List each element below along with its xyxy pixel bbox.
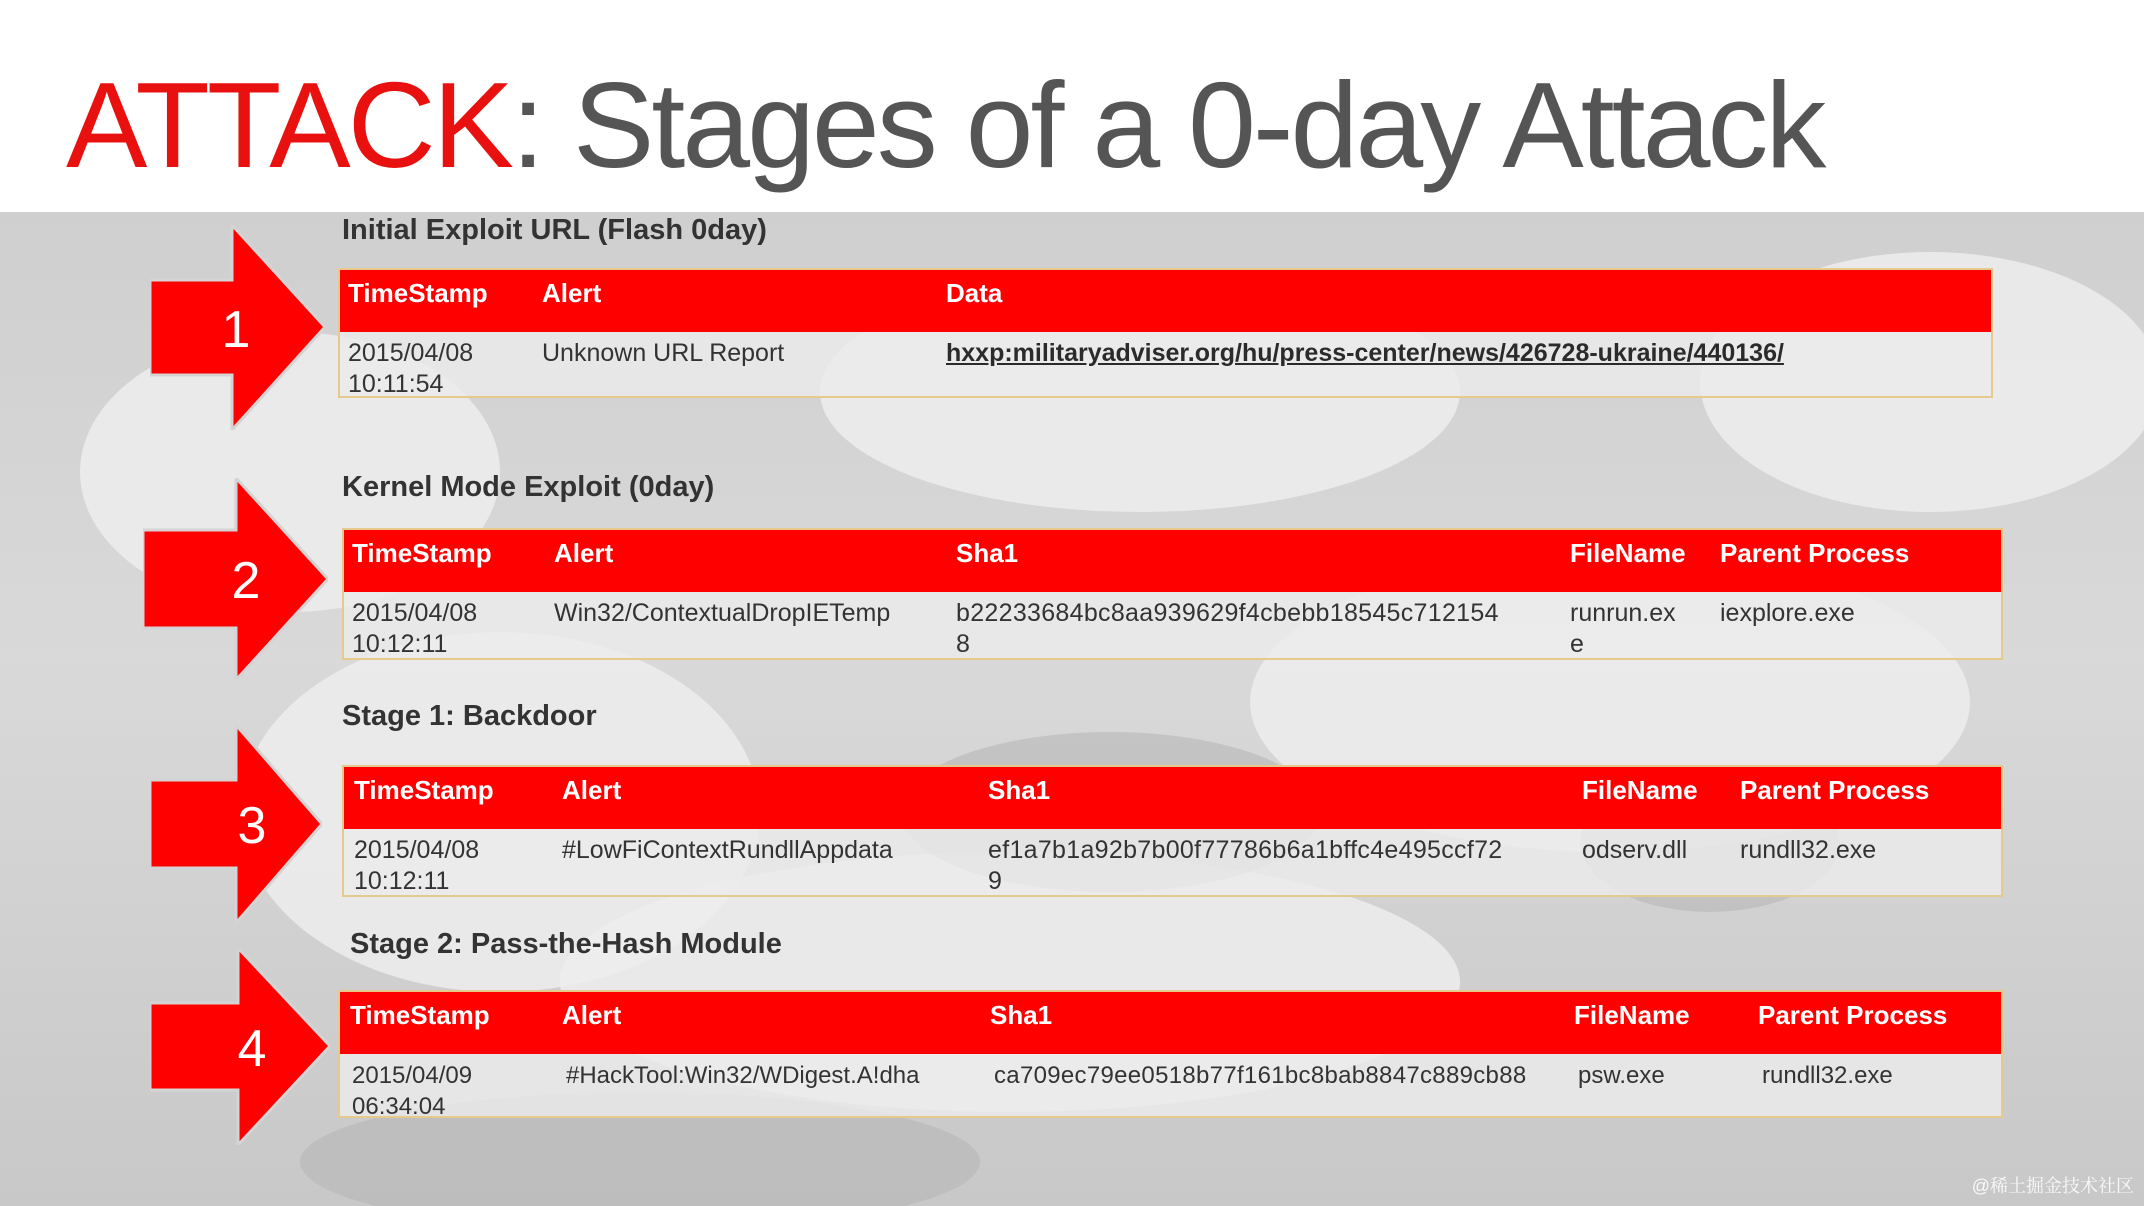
- cell-sha1: ca709ec79ee0518b77f161bc8bab8847c889cb88: [994, 1062, 1527, 1089]
- cell-timestamp: 2015/04/08 10:12:11: [352, 599, 478, 658]
- cell-alert: #LowFiContextRundllAppdata: [562, 836, 893, 864]
- cell-data-url[interactable]: hxxp:militaryadviser.org/hu/press-center/news/426728-ukraine/440136/: [946, 339, 1784, 367]
- stage-4-arrow: [150, 948, 330, 1145]
- col-sha1: Sha1: [988, 775, 1051, 805]
- cell-alert: Win32/ContextualDropIETemp: [554, 599, 891, 627]
- col-parent-process: Parent Process: [1720, 538, 1910, 568]
- cell-sha1: b22233684bc8aa939629f4cbebb18545c712154 8: [956, 599, 1499, 658]
- col-alert: Alert: [562, 1000, 622, 1030]
- cell-alert: Unknown URL Report: [542, 339, 785, 367]
- watermark: @稀土掘金技术社区: [1971, 1176, 2134, 1196]
- col-sha1: Sha1: [990, 1000, 1053, 1030]
- stage-1-title: Initial Exploit URL (Flash 0day): [342, 214, 767, 246]
- stage-2-arrow: [143, 478, 328, 680]
- stage-1-number: 1: [221, 301, 251, 359]
- cell-parent-process: rundll32.exe: [1740, 836, 1877, 864]
- stage-2-table: [342, 528, 2003, 660]
- col-data: Data: [946, 278, 1003, 308]
- col-timestamp: TimeStamp: [350, 1000, 490, 1030]
- cell-timestamp: 2015/04/08 10:11:54: [348, 339, 474, 398]
- stage-1-arrow: [150, 225, 325, 430]
- table-row: [344, 592, 2001, 656]
- stage-3-arrow: [150, 725, 322, 923]
- slide-title: [66, 52, 1823, 198]
- table-header: [340, 992, 2001, 1054]
- cell-parent-process: rundll32.exe: [1762, 1062, 1893, 1089]
- table-header: [340, 270, 1991, 332]
- stage-3-title: Stage 1: Backdoor: [342, 700, 597, 732]
- stage-2-number: 2: [231, 552, 261, 610]
- stage-3-table: [342, 765, 2003, 897]
- col-alert: Alert: [562, 775, 622, 805]
- stage-4-table: [338, 990, 2003, 1118]
- table-header: [344, 767, 2001, 829]
- col-sha1: Sha1: [956, 538, 1019, 568]
- col-parent-process: Parent Process: [1758, 1000, 1948, 1030]
- col-timestamp: TimeStamp: [354, 775, 494, 805]
- cell-parent-process: iexplore.exe: [1720, 599, 1855, 627]
- col-timestamp: TimeStamp: [352, 538, 492, 568]
- col-parent-process: Parent Process: [1740, 775, 1930, 805]
- table-row: [340, 332, 1991, 396]
- stage-1-table: [338, 268, 1993, 398]
- title-rest: : Stages of a 0-day Attack: [511, 57, 1824, 193]
- cell-alert: #HackTool:Win32/WDigest.A!dha: [566, 1062, 920, 1089]
- col-filename: FileName: [1582, 775, 1698, 805]
- cell-timestamp: 2015/04/08 10:12:11: [354, 836, 480, 895]
- cell-filename: odserv.dll: [1582, 836, 1688, 864]
- cell-filename: runrun.ex e: [1570, 599, 1676, 658]
- stage-2-title: Kernel Mode Exploit (0day): [342, 471, 715, 503]
- col-filename: FileName: [1574, 1000, 1690, 1030]
- cell-filename: psw.exe: [1578, 1062, 1665, 1089]
- col-filename: FileName: [1570, 538, 1686, 568]
- stage-3-number: 3: [237, 797, 267, 855]
- cell-sha1: ef1a7b1a92b7b00f77786b6a1bffc4e495ccf72 9: [988, 836, 1503, 895]
- table-row: [344, 829, 2001, 893]
- slide-header: [0, 0, 2144, 212]
- table-header: [344, 530, 2001, 592]
- title-accent: ATTACK: [66, 57, 512, 193]
- col-alert: Alert: [542, 278, 602, 308]
- col-timestamp: TimeStamp: [348, 278, 488, 308]
- cell-timestamp: 2015/04/09 06:34:04: [352, 1062, 473, 1120]
- col-alert: Alert: [554, 538, 614, 568]
- stage-4-title: Stage 2: Pass-the-Hash Module: [350, 928, 782, 960]
- stage-4-number: 4: [237, 1020, 267, 1078]
- table-row: [340, 1054, 2001, 1118]
